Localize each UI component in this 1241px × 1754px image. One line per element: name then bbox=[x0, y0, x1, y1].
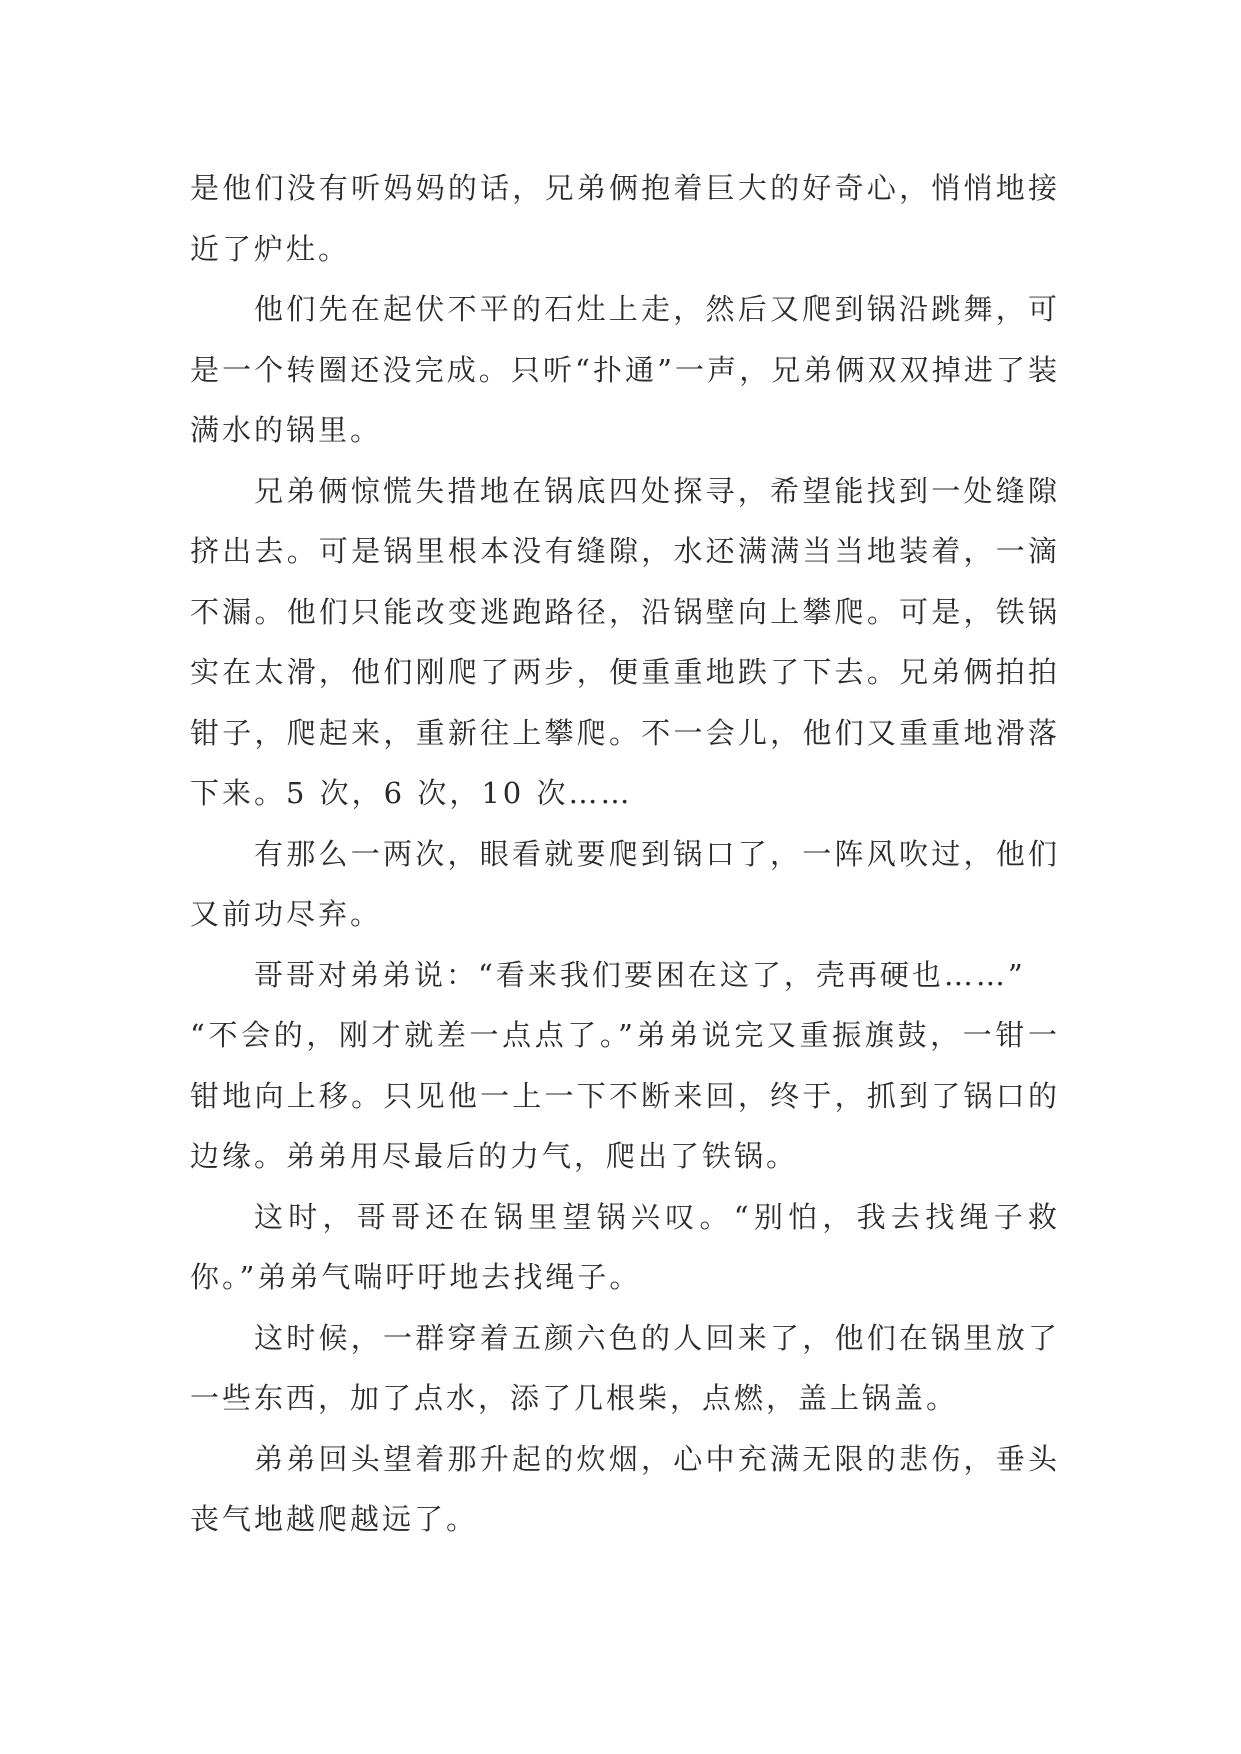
story-text bbox=[190, 158, 1060, 1550]
paragraph-7: 这时，哥哥还在锅里望锅兴叹。“别怕，我去找绳子救你。”弟弟气喘吁吁地去找绳子。 bbox=[190, 1199, 1060, 1294]
paragraph-3: 兄弟俩惊慌失措地在锅底四处探寻，希望能找到一处缝隙挤出去。可是锅里根本没有缝隙，水还满满当当地装着，一滴不漏。他们只能改变逃跑路径，沿锅壁向上攀爬。可是，铁锅实在太滑，他们刚爬了两步，便重重地跌了下去。兄弟俩拍拍钳子，爬起来，重新往上攀爬。不一会儿，他们又重重地滑落下来。5 次，6 次，10 次…… bbox=[190, 473, 1060, 810]
paragraph-8: 这时候，一群穿着五颜六色的人回来了，他们在锅里放了一些东西，加了点水，添了几根柴，点燃，盖上锅盖。 bbox=[190, 1320, 1060, 1415]
paragraph-5: 哥哥对弟弟说：“看来我们要困在这了，壳再硬也……” bbox=[254, 957, 1026, 992]
paragraph-4: 有那么一两次，眼看就要爬到锅口了，一阵风吹过，他们又前功尽弃。 bbox=[190, 836, 1060, 931]
paragraph-6: “不会的，刚才就差一点点了。”弟弟说完又重振旗鼓，一钳一钳地向上移。只见他一上一下不断来回，终于，抓到了锅口的边缘。弟弟用尽最后的力气，爬出了铁锅。 bbox=[190, 1018, 1060, 1173]
paragraph-1: 是他们没有听妈妈的话，兄弟俩抱着巨大的好奇心，悄悄地接近了炉灶。 bbox=[190, 171, 1060, 266]
paragraph-2: 他们先在起伏不平的石灶上走，然后又爬到锅沿跳舞，可是一个转圈还没完成。只听“扑通”一声，兄弟俩双双掉进了装满水的锅里。 bbox=[190, 292, 1060, 447]
paragraph-9: 弟弟回头望着那升起的炊烟，心中充满无限的悲伤，垂头丧气地越爬越远了。 bbox=[190, 1441, 1060, 1536]
